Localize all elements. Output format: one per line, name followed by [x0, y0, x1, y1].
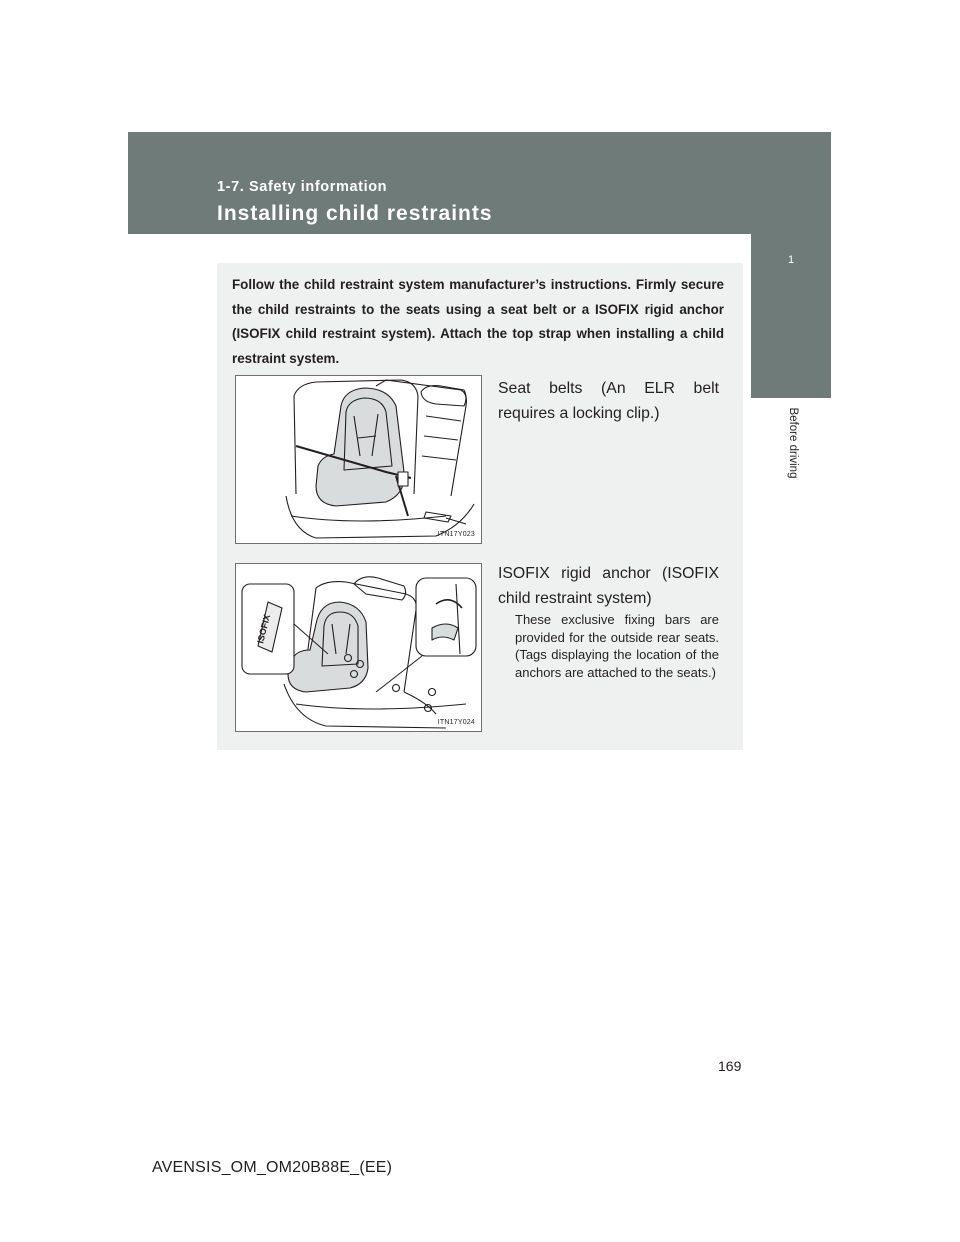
- isofix-description: These exclusive fixing bars are provided for the outside rear seats. (Tags displaying the location of the anchors are attached to the seats.): [515, 612, 719, 680]
- content-box: [217, 263, 743, 750]
- section-label: 1-7. Safety information: [217, 179, 388, 195]
- isofix-tag-label: ISOFIX: [255, 613, 273, 645]
- figure-code: ITN17Y024: [437, 719, 475, 726]
- chapter-name: Before driving: [787, 407, 799, 479]
- seat-belts-heading: Seat belts (An ELR belt requires a locking clip.): [498, 380, 719, 422]
- isofix-heading: ISOFIX rigid anchor (ISOFIX child restraint system): [498, 565, 719, 607]
- intro-text: Follow the child restraint system manufacturer’s instructions. Firmly secure the child restraints to the seats using a seat belt or a ISOFIX rigid anchor (ISOFIX child restraint system). Attach the top strap when installing a child restraint system.: [232, 277, 724, 366]
- page-number: 169: [718, 1058, 742, 1074]
- child-seat-belt-drawing: [236, 376, 481, 543]
- isofix-illustration: [235, 563, 482, 732]
- figure-code: ITN17Y023: [437, 531, 475, 538]
- header-band: [128, 132, 831, 234]
- isofix-anchor-drawing: [236, 564, 481, 731]
- page-title: Installing child restraints: [217, 202, 493, 225]
- document-code: AVENSIS_OM_OM20B88E_(EE): [152, 1159, 393, 1176]
- seat-belt-illustration: [235, 375, 482, 544]
- chapter-number: 1: [787, 254, 795, 266]
- chapter-tab[interactable]: [751, 234, 831, 398]
